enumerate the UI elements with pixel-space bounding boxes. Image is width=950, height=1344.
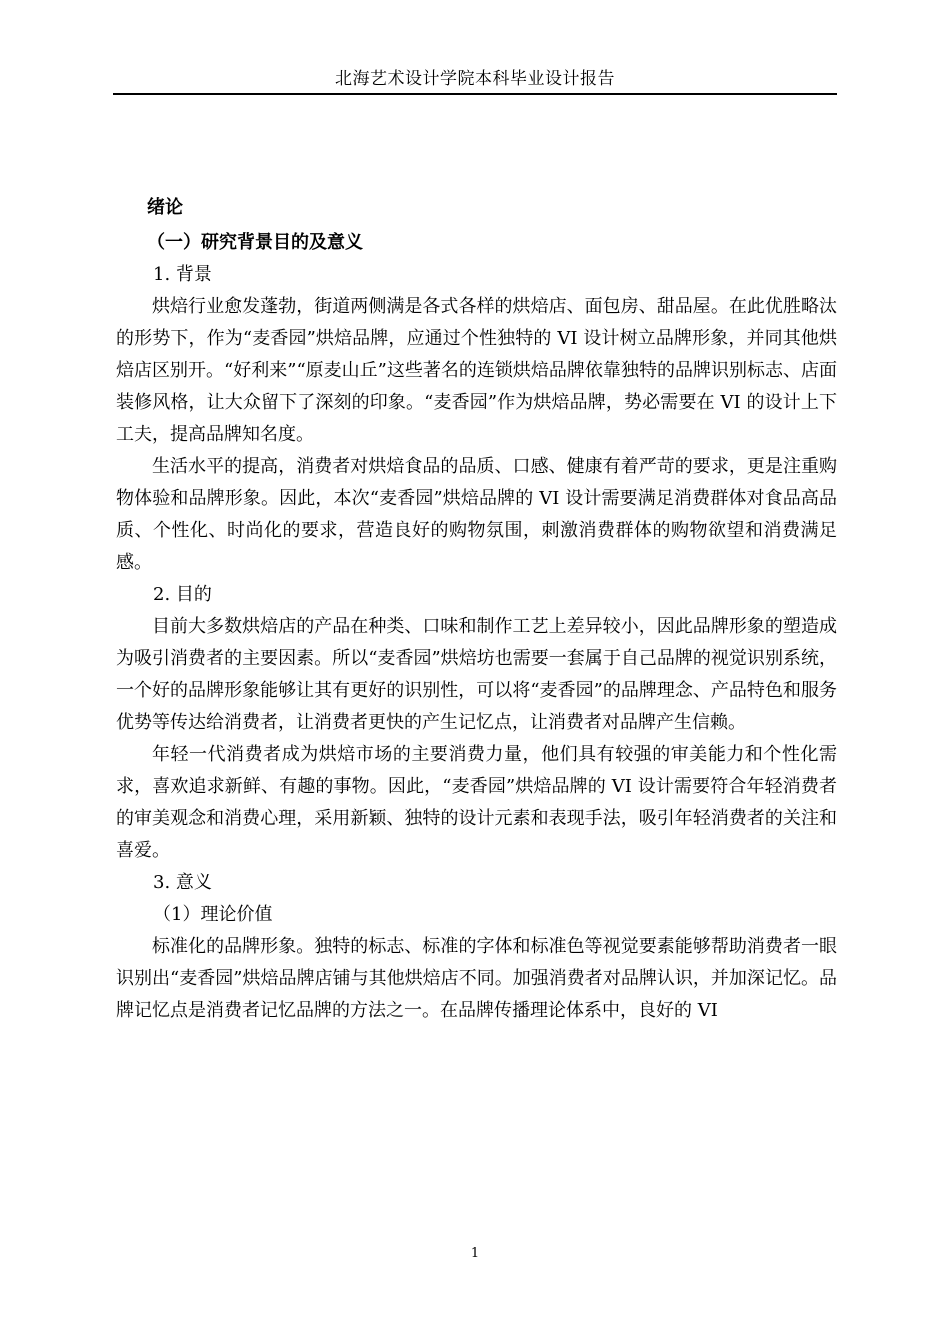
subheading-background: 1. 背景 [153, 264, 212, 285]
paragraph: 标准化的品牌形象。独特的标志、标准的字体和标准色等视觉要素能够帮助消费者一眼识别出“麦香园”烘焙品牌店铺与其他烘焙店不同。加强消费者对品牌认识，并加深记忆。品牌记忆点是消费者记忆品牌的方法之一。在品牌传播理论体系中，良好的 VI [116, 936, 837, 1021]
subheading-purpose: 2. 目的 [153, 584, 212, 605]
paragraph: 烘焙行业愈发蓬勃，街道两侧满是各式各样的烘焙店、面包房、甜品屋。在此优胜略汰的形势下，作为“麦香园”烘焙品牌，应通过个性独特的 VI 设计树立品牌形象，并同其他烘焙店区别开。“好利来”“原麦山丘”这些著名的连锁烘焙品牌依靠独特的品牌识别标志、店面装修风格，让大众留下了深刻的印象。“麦香园”作为烘焙品牌，势必需要在 VI 的设计上下工夫，提高品牌知名度。 [116, 296, 837, 445]
paragraph: 生活水平的提高，消费者对烘焙食品的品质、口感、健康有着严苛的要求，更是注重购物体验和品牌形象。因此，本次“麦香园”烘焙品牌的 VI 设计需要满足消费群体对食品高品质、个性化、时尚化的要求，营造良好的购物氛围，刺激消费群体的购物欲望和消费满足感。 [116, 456, 837, 573]
page-number: 1 [470, 1246, 480, 1261]
subheading-theoretical-value: （1）理论价值 [153, 904, 273, 925]
chapter-title: 绪论 [147, 197, 183, 218]
page-header: 北海艺术设计学院本科毕业设计报告 [113, 66, 837, 95]
section-title: （一）研究背景目的及意义 [147, 232, 363, 253]
paragraph: 目前大多数烘焙店的产品在种类、口味和制作工艺上差异较小，因此品牌形象的塑造成为吸引消费者的主要因素。所以“麦香园”烘焙坊也需要一套属于自己品牌的视觉识别系统，一个好的品牌形象能够让其有更好的识别性，可以将“麦香园”的品牌理念、产品特色和服务优势等传达给消费者，让消费者更快的产生记忆点，让消费者对品牌产生信赖。 [116, 616, 837, 733]
document-body [116, 192, 837, 1027]
subheading-significance: 3. 意义 [153, 872, 212, 893]
paragraph: 年轻一代消费者成为烘焙市场的主要消费力量，他们具有较强的审美能力和个性化需求，喜欢追求新鲜、有趣的事物。因此，“麦香园”烘焙品牌的 VI 设计需要符合年轻消费者的审美观念和消费心理，采用新颖、独特的设计元素和表现手法，吸引年轻消费者的关注和喜爱。 [116, 744, 837, 861]
